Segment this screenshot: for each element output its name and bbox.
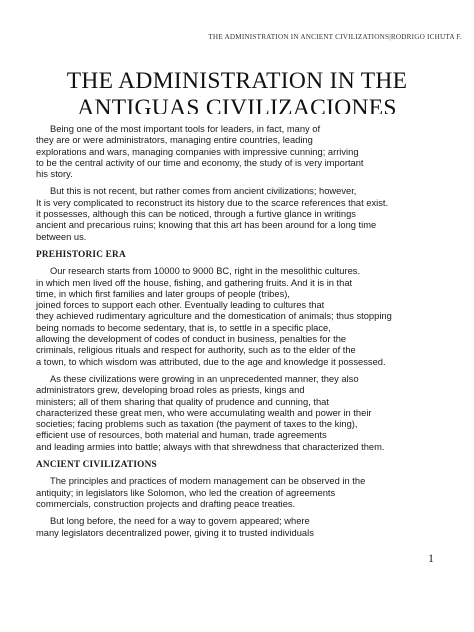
document-body xyxy=(36,124,438,545)
page-number: 1 xyxy=(428,551,434,565)
section-heading-ancient: ANCIENT CIVILIZATIONS xyxy=(36,460,157,471)
text-line: between us. xyxy=(36,231,87,242)
text-line: As these civilizations were growing in an unprecedented manner, they also xyxy=(50,373,359,384)
text-line: ministers; all of them sharing that quality of prudence and cunning, that xyxy=(36,396,329,407)
text-line: administrators grew, developing broad roles as priests, kings and xyxy=(36,385,305,396)
section-heading-prehistoric: PREHISTORIC ERA xyxy=(36,249,126,260)
text-line: his story. xyxy=(36,169,73,180)
paragraph xyxy=(36,374,438,453)
text-line: allowing the development of codes of conduct in business, penalties for the xyxy=(36,334,347,345)
text-line: criminals, religious rituals and respect for authority, such as to the elder of the xyxy=(36,345,356,356)
paragraph xyxy=(36,516,438,539)
running-header: THE ADMINISTRATION IN ANCIENT CIVILIZATIONS|RODRIGO ICHUTA F. xyxy=(208,33,462,41)
text-line: societies; facing problems such as taxation (the payment of taxes to the king), xyxy=(36,419,358,430)
text-line: The principles and practices of modern management can be observed in the xyxy=(50,476,366,487)
text-line: Being one of the most important tools for leaders, in fact, many of xyxy=(50,124,321,134)
text-line: But long before, the need for a way to govern appeared; where xyxy=(50,516,310,527)
text-line: in which men lived off the house, fishing, and gathering fruits. And it is in that xyxy=(36,277,353,288)
text-line: they are or were administrators, managing entire countries, leading xyxy=(36,135,313,146)
text-line: But this is not recent, but rather comes from ancient civilizations; however, xyxy=(50,186,357,197)
text-line: commercials, construction projects and drafting peace treaties. xyxy=(36,498,296,509)
text-line: It is very complicated to reconstruct its history due to the scarce references that exist. xyxy=(36,197,389,208)
text-line: to be the central activity of our time and economy, the study of is very important xyxy=(36,157,364,168)
text-line: Our research starts from 10000 to 9000 BC, right in the mesolithic cultures. xyxy=(50,266,361,277)
ancient-section xyxy=(36,476,438,538)
paragraph xyxy=(36,476,438,510)
text-line: joined forces to support each other. Eventually leading to cultures that xyxy=(36,300,325,311)
paragraph xyxy=(36,266,438,368)
text-line: ancient and precarious ruins; knowing that this art has been around for a long time xyxy=(36,220,377,231)
document-title-line-2: ANTIGUAS CIVILIZACIONES xyxy=(77,95,397,114)
text-line: time, in which first families and later groups of people (tribes), xyxy=(36,288,290,299)
text-line: they achieved rudimentary agriculture and the domestication of animals; thus stopping xyxy=(36,311,392,322)
text-line: characterized these great men, who were accumulating wealth and power in their xyxy=(36,407,372,418)
document-title-line-1: THE ADMINISTRATION IN THE xyxy=(66,68,408,94)
text-line: being nomads to become sedentary, that is, to settle in a specific place, xyxy=(36,322,331,333)
text-line: efficient use of resources, both material and human, trade agreements xyxy=(36,430,327,441)
text-line: a town, to which wisdom was attributed, due to the age and knowledge it possessed. xyxy=(36,356,386,367)
paragraph xyxy=(36,186,438,242)
text-line: it possesses, although this can be noticed, through a furtive glance in writings xyxy=(36,209,356,220)
text-line: and leading armies into battle; always with that shrewdness that characterized them. xyxy=(36,441,385,452)
intro-section xyxy=(36,124,438,243)
prehistoric-section xyxy=(36,266,438,453)
text-line: many legislators decentralized power, giving it to trusted individuals xyxy=(36,527,314,538)
text-line: antiquity; in legislators like Solomon, who led the creation of agreements xyxy=(36,487,336,498)
text-line: explorations and wars, managing companies with impressive cunning; arriving xyxy=(36,146,359,157)
paragraph xyxy=(36,124,438,180)
